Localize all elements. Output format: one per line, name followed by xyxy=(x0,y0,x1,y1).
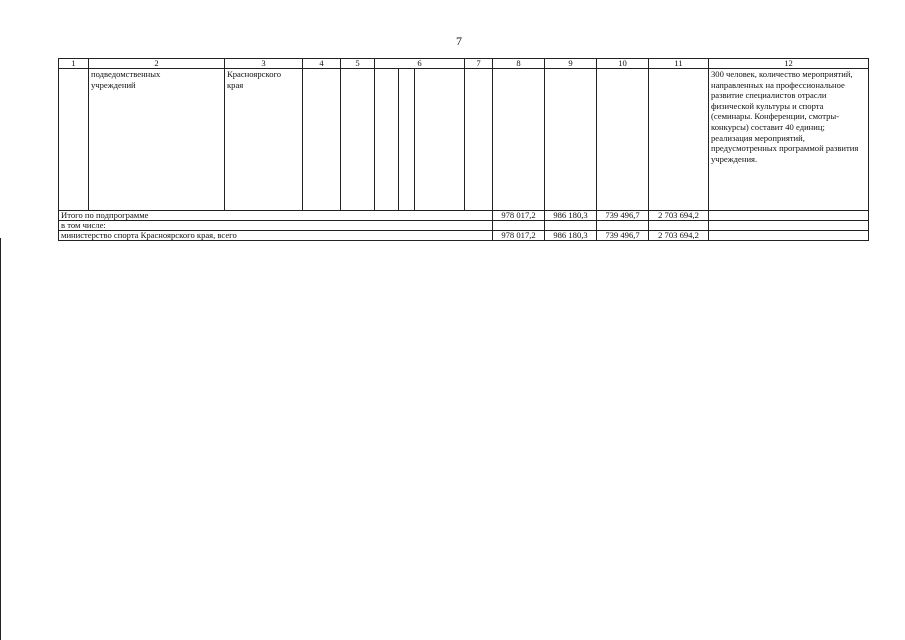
cell-col10 xyxy=(597,69,649,211)
total-value-12 xyxy=(709,211,869,221)
subcolumn-c xyxy=(415,69,462,210)
ministry-value-8: 978 017,2 xyxy=(493,231,545,241)
col-header-12: 12 xyxy=(709,59,869,69)
including-value-12 xyxy=(709,221,869,231)
col-header-6: 6 xyxy=(375,59,465,69)
program-table xyxy=(58,58,869,241)
total-value-8: 978 017,2 xyxy=(493,211,545,221)
total-value-9: 986 180,3 xyxy=(545,211,597,221)
ministry-value-9: 986 180,3 xyxy=(545,231,597,241)
cell-col3 xyxy=(225,69,303,211)
col-header-3: 3 xyxy=(225,59,303,69)
total-value-10: 739 496,7 xyxy=(597,211,649,221)
cell-col3-text: Красноярского края xyxy=(227,69,282,90)
cell-col6 xyxy=(375,69,465,211)
ministry-value-10: 739 496,7 xyxy=(597,231,649,241)
col-header-11: 11 xyxy=(649,59,709,69)
col-header-2: 2 xyxy=(89,59,225,69)
ministry-label: министерство спорта Красноярского края, всего xyxy=(59,231,493,241)
page-number: 7 xyxy=(456,34,462,48)
cell-col7 xyxy=(465,69,493,211)
col-header-8: 8 xyxy=(493,59,545,69)
cell-col5 xyxy=(341,69,375,211)
total-value-11: 2 703 694,2 xyxy=(649,211,709,221)
ministry-value-11: 2 703 694,2 xyxy=(649,231,709,241)
table-row xyxy=(59,221,869,231)
including-value-8 xyxy=(493,221,545,231)
col-header-4: 4 xyxy=(303,59,341,69)
table-row xyxy=(59,211,869,221)
cell-col12: 300 человек, количество мероприятий, направленных на профессиональное развитие специалистов отрасли физической культуры и спорта (семинары. Конференции, смотры-конкурсы) составит 40 единиц; реализация мероприятий, предусмотренных программой развития учреждения. xyxy=(709,69,869,211)
total-label: Итого по подпрограмме xyxy=(59,211,493,221)
cell-col11 xyxy=(649,69,709,211)
including-label: в том числе: xyxy=(59,221,493,231)
cell-col9 xyxy=(545,69,597,211)
cell-col1 xyxy=(59,69,89,211)
cell-col2 xyxy=(89,69,225,211)
cell-col8 xyxy=(493,69,545,211)
col-header-9: 9 xyxy=(545,59,597,69)
cell-col6-subcolumns xyxy=(377,69,462,210)
including-value-10 xyxy=(597,221,649,231)
subcolumn-a xyxy=(377,69,399,210)
table-row xyxy=(59,231,869,241)
col-header-7: 7 xyxy=(465,59,493,69)
col-header-1: 1 xyxy=(59,59,89,69)
col-header-10: 10 xyxy=(597,59,649,69)
ministry-value-12 xyxy=(709,231,869,241)
subcolumn-b xyxy=(399,69,415,210)
cell-col4 xyxy=(303,69,341,211)
table-row xyxy=(59,69,869,211)
cell-col2-text: подведомственных учреждений xyxy=(91,69,161,90)
col-header-5: 5 xyxy=(341,59,375,69)
including-value-9 xyxy=(545,221,597,231)
column-number-row xyxy=(59,59,869,69)
including-value-11 xyxy=(649,221,709,231)
scan-edge-line xyxy=(0,238,1,640)
